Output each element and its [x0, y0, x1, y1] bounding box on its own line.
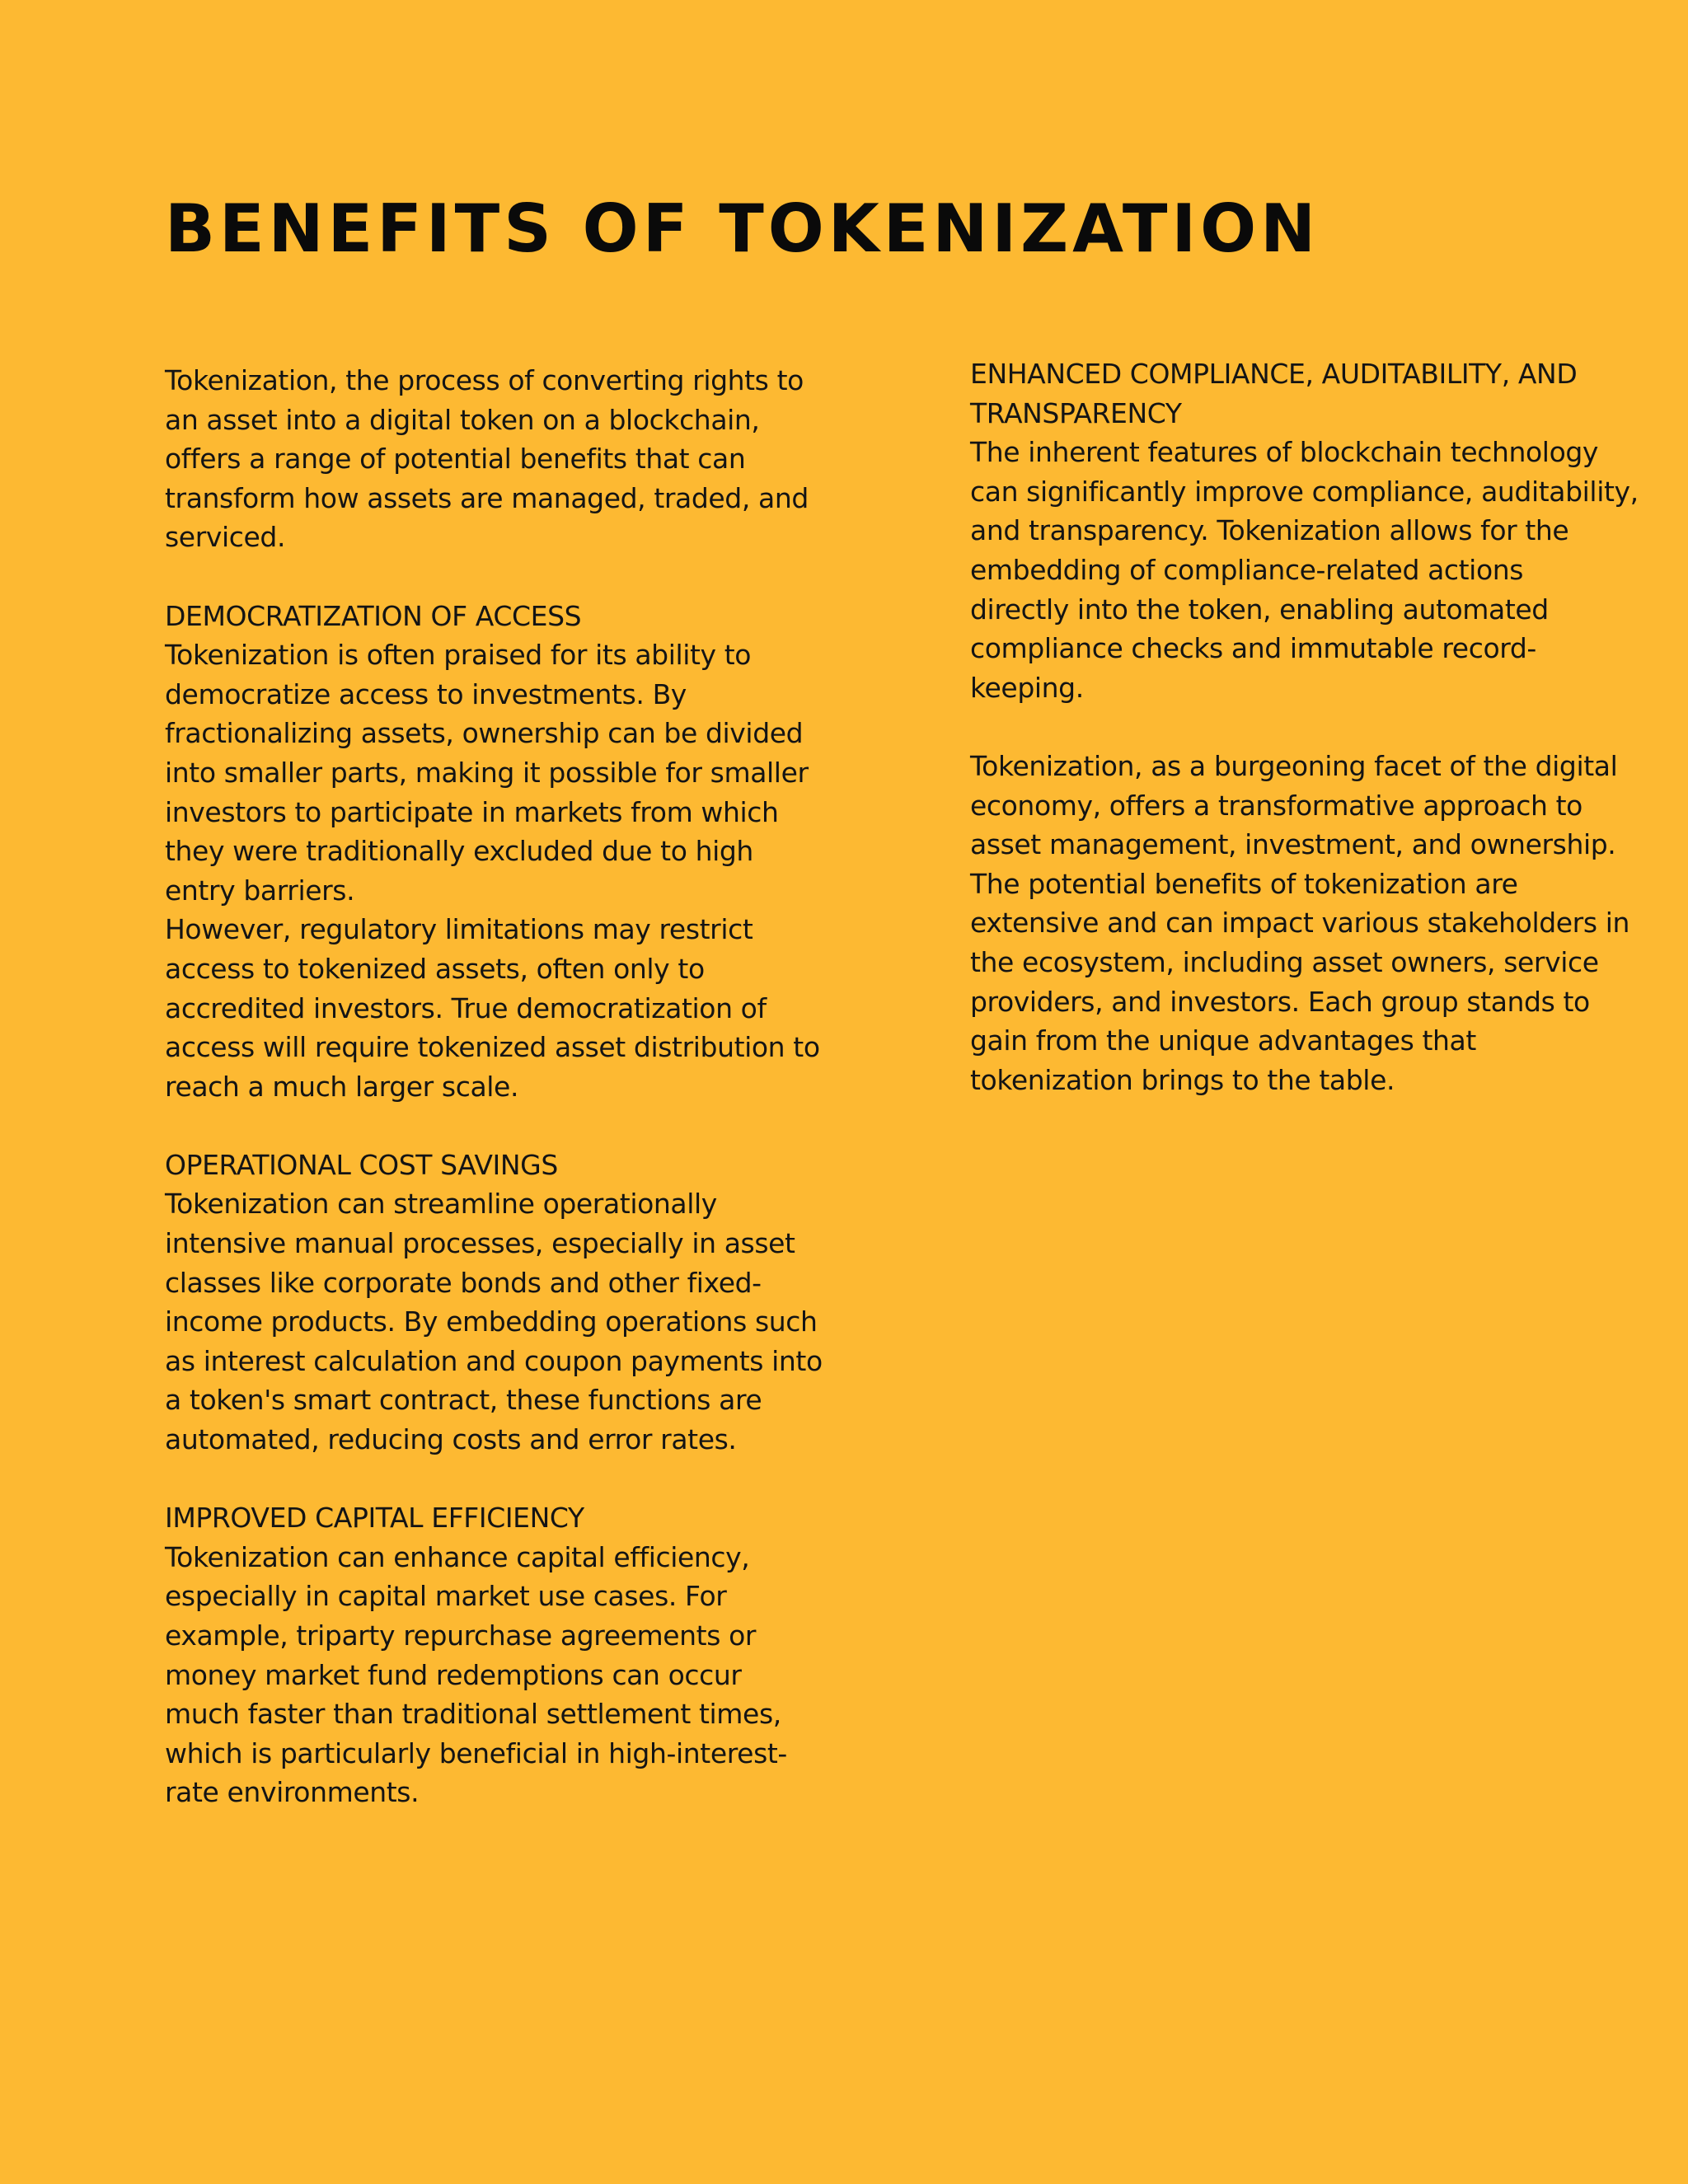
text-line: especially in capital market use cases. For [165, 1580, 727, 1613]
text-line: can significantly improve compliance, auditability, [970, 475, 1639, 508]
text-line: fractionalizing assets, ownership can be divided [165, 717, 804, 750]
text-line: which is particularly beneficial in high-interest- [165, 1736, 787, 1769]
text-line: Tokenization is often praised for its ability to [165, 639, 752, 672]
text-line: Tokenization can streamline operationally [165, 1188, 717, 1221]
text-line: intensive manual processes, especially in asset [165, 1227, 795, 1260]
text-line: a token's smart contract, these functions are [165, 1384, 762, 1417]
text-line: Tokenization, as a burgeoning facet of the digital [970, 749, 1618, 782]
text-line: accredited investors. True democratization of [165, 991, 767, 1024]
text-line: However, regulatory limitations may restrict [165, 913, 753, 946]
left-column [165, 361, 841, 1812]
text-line: and transparency. Tokenization allows for the [970, 514, 1569, 547]
text-line: embedding of compliance-related actions [970, 553, 1524, 586]
paragraph-gap [165, 557, 841, 597]
text-line: transform how assets are managed, traded, and [165, 481, 809, 514]
text-line: money market fund redemptions can occur [165, 1658, 742, 1691]
text-line: access to tokenized assets, often only to [165, 952, 705, 985]
text-line: as interest calculation and coupon payments into [165, 1344, 823, 1377]
text-line: into smaller parts, making it possible for smaller [165, 756, 809, 789]
text-line: extensive and can impact various stakeholders in [970, 907, 1630, 940]
text-line: The inherent features of blockchain technology [970, 436, 1599, 469]
text-line: entry barriers. [165, 874, 355, 907]
text-line: The potential benefits of tokenization are [970, 867, 1518, 900]
text-line: directly into the token, enabling automated [970, 593, 1549, 626]
text-line: tokenization brings to the table. [970, 1063, 1395, 1096]
text-line: keeping. [970, 671, 1084, 704]
text-line: income products. By embedding operations such [165, 1305, 818, 1338]
text-line: DEMOCRATIZATION OF ACCESS [165, 599, 582, 632]
text-line: investors to participate in markets from which [165, 795, 779, 828]
text-line: rate environments. [165, 1776, 420, 1809]
text-line: economy, offers a transformative approach to [970, 789, 1582, 822]
text-line: asset management, investment, and ownership. [970, 828, 1616, 861]
text-line: reach a much larger scale. [165, 1070, 519, 1103]
text-line: ENHANCED COMPLIANCE, AUDITABILITY, AND [970, 358, 1578, 390]
paragraph-gap [165, 1106, 841, 1146]
text-line: Tokenization, the process of converting rights to [165, 364, 804, 396]
paragraph-gap [970, 707, 1662, 747]
text-line: example, triparty repurchase agreements or [165, 1619, 757, 1652]
text-line: serviced. [165, 521, 286, 554]
text-line: providers, and investors. Each group stands to [970, 985, 1590, 1018]
text-line: OPERATIONAL COST SAVINGS [165, 1148, 558, 1181]
text-line: the ecosystem, including asset owners, service [970, 945, 1599, 978]
paragraph-gap [165, 1460, 841, 1499]
text-line: TRANSPARENCY [970, 396, 1182, 429]
right-column [970, 354, 1662, 1099]
text-line: classes like corporate bonds and other fixed- [165, 1266, 762, 1299]
text-line: much faster than traditional settlement times, [165, 1698, 781, 1731]
text-line: access will require tokenized asset distribution to [165, 1031, 820, 1064]
page-title: BENEFITS OF TOKENIZATION [165, 190, 1320, 267]
text-line: an asset into a digital token on a blockchain, [165, 403, 760, 436]
text-line: they were traditionally excluded due to high [165, 835, 753, 868]
text-line: gain from the unique advantages that [970, 1024, 1476, 1057]
text-line: automated, reducing costs and error rates. [165, 1423, 737, 1456]
text-line: Tokenization can enhance capital efficiency, [165, 1540, 750, 1573]
text-line: democratize access to investments. By [165, 677, 687, 710]
text-line: offers a range of potential benefits that can [165, 443, 746, 476]
text-line: compliance checks and immutable record- [970, 632, 1536, 665]
text-line: IMPROVED CAPITAL EFFICIENCY [165, 1502, 584, 1535]
